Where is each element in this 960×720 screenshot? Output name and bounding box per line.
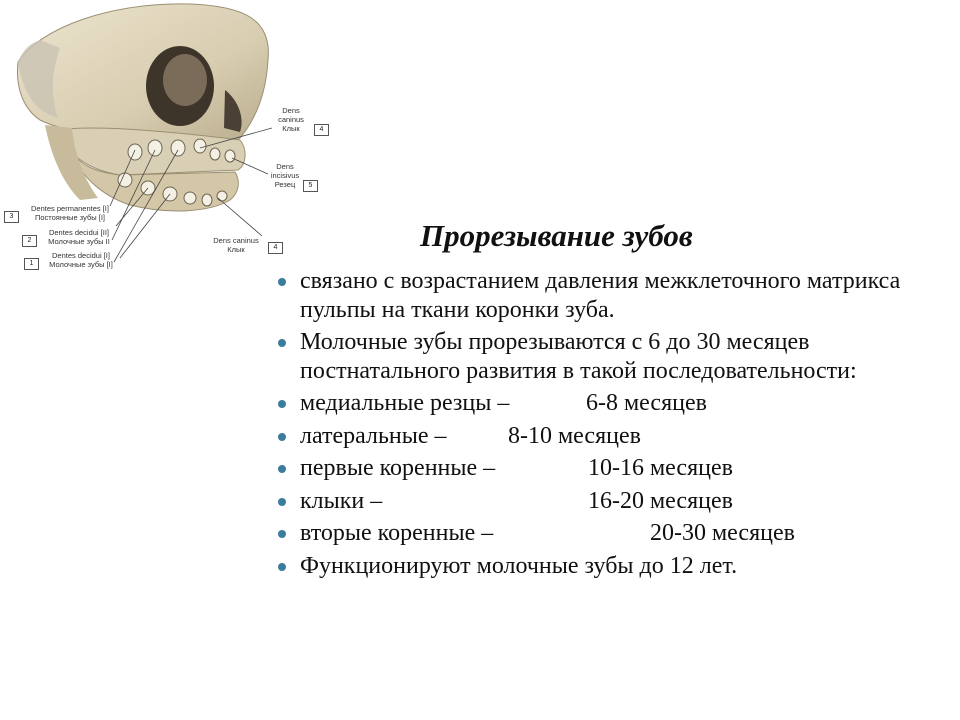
number-box: 2 xyxy=(22,235,37,247)
label-dens-caninus-upper xyxy=(268,106,314,133)
label-line: Dens xyxy=(276,162,294,171)
bullet-dot-icon xyxy=(278,339,286,347)
bullet-dot-icon xyxy=(278,530,286,538)
bullet-value: 10-16 месяцев xyxy=(588,455,733,481)
bullet-value: 8-10 месяцев xyxy=(508,422,641,449)
bullet-value: 16-20 месяцев xyxy=(588,487,733,514)
number-box: 3 xyxy=(4,211,19,223)
bullet-text: связано с возрастанием давления межклеточного матрикса пульпы на ткани коронки зуба. xyxy=(300,268,901,323)
number-box: 4 xyxy=(314,124,329,136)
bullet-dot-icon xyxy=(278,563,286,571)
bullet-item xyxy=(278,422,918,451)
bullet-dot-icon xyxy=(278,433,286,441)
bullet-label: клыки – xyxy=(300,487,383,514)
bullet-text: Молочные зубы прорезываются с 6 до 30 месяцев постнатального развития в такой последовательности: xyxy=(300,329,857,384)
label-dens-incisivus xyxy=(262,162,308,189)
bullet-dot-icon xyxy=(278,465,286,473)
bullet-label: первые коренные – xyxy=(300,455,496,481)
bullet-list xyxy=(278,267,918,584)
label-line: Резец xyxy=(274,180,296,189)
label-line: Молочные зубы II xyxy=(48,237,110,246)
label-line: Dentes decidui [I] xyxy=(52,251,110,260)
label-line: Dentes permanentes [I] xyxy=(31,204,109,213)
bullet-item xyxy=(278,487,918,516)
bullet-dot-icon xyxy=(278,498,286,506)
bullet-text: Функционируют молочные зубы до 12 лет. xyxy=(300,552,738,579)
bullet-label: медиальные резцы – xyxy=(300,390,510,416)
bullet-dot-icon xyxy=(278,400,286,408)
bullet-label: латеральные – xyxy=(300,422,447,449)
label-dentes-permanentes xyxy=(20,204,120,222)
label-line: Постоянные зубы [I] xyxy=(34,213,106,222)
label-dentes-decidui-i xyxy=(40,251,122,269)
label-line: Клык xyxy=(227,245,245,254)
number-box: 4 xyxy=(268,242,283,254)
label-line: caninus xyxy=(278,115,304,124)
number-box: 5 xyxy=(303,180,318,192)
bullet-item xyxy=(278,328,918,385)
label-dens-caninus-lower xyxy=(204,236,268,254)
bullet-item xyxy=(278,454,918,483)
bullet-item xyxy=(278,519,918,548)
label-line: Молочные зубы [I] xyxy=(49,260,113,269)
label-line: Dens caninus xyxy=(213,236,259,245)
bullet-item xyxy=(278,267,918,324)
label-line: Клык xyxy=(282,124,300,133)
bullet-label: вторые коренные – xyxy=(300,520,494,546)
bullet-value: 20-30 месяцев xyxy=(650,520,795,546)
bullet-value: 6-8 месяцев xyxy=(586,390,707,416)
label-line: Dentes decidui [II] xyxy=(48,228,110,237)
bullet-dot-icon xyxy=(278,278,286,286)
slide-title: Прорезывание зубов xyxy=(420,218,693,253)
number-box: 1 xyxy=(24,258,39,270)
bullet-item xyxy=(278,552,918,581)
label-line: Dens xyxy=(282,106,300,115)
label-dentes-decidui-ii xyxy=(38,228,120,246)
skull-illustration xyxy=(0,0,340,285)
label-line: incisivus xyxy=(270,171,300,180)
bullet-item xyxy=(278,389,918,418)
